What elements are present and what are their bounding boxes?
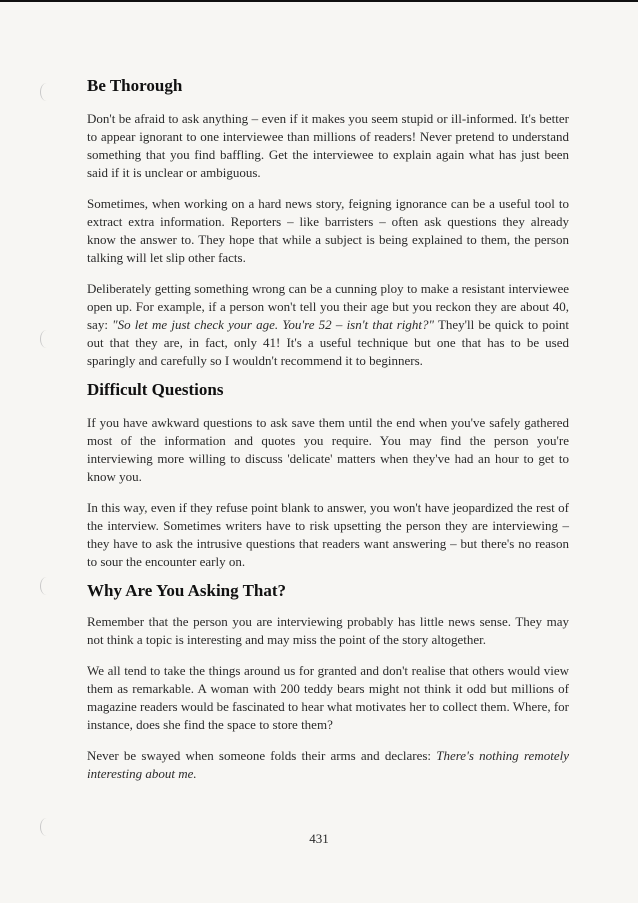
paragraph: Remember that the person you are interviewing probably has little news sense. They may not think a topic is interesting and may miss the point of the story altogether. — [87, 614, 569, 647]
paragraph-text: Deliberately getting something wrong can be a cunning ploy to make a resistant interviewee open up. For example, if a person won't tell you their age but you reckon they are about 40, say: — [87, 281, 569, 332]
punch-hole-mark — [40, 83, 53, 101]
section-heading-difficult-questions: Difficult Questions — [87, 380, 224, 399]
section-heading-why-asking: Why Are You Asking That? — [87, 581, 287, 600]
paragraph: Don't be afraid to ask anything – even if it makes you seem stupid or ill-informed. It's better to appear ignorant to one interviewee than millions of readers! Never pretend to understand something that you find baffling. Get the interviewee to explain again what has just been said if it is unclear or ambiguous. — [87, 111, 569, 180]
paragraph — [87, 747, 569, 783]
punch-hole-mark — [40, 577, 53, 595]
page-content — [87, 76, 569, 783]
paragraph: Sometimes, when working on a hard news story, feigning ignorance can be a useful tool to extract extra information. Reporters – like barristers – often ask questions they already know the answer to. They hope that while a subject is being explained to them, the person talking will let slip other facts. — [87, 196, 569, 265]
quoted-example: "So let me just check your age. You're 52 – isn't that right?" — [112, 317, 434, 332]
paragraph: We all tend to take the things around us for granted and don't realise that others would view them as remarkable. A woman with 200 teddy bears might not think it odd but millions of magazine readers would be fascinated to hear what motivates her to collect them. Where, for instance, does she find the space to store them? — [87, 663, 570, 732]
paragraph: In this way, even if they refuse point blank to answer, you won't have jeopardized the rest of the interview. Sometimes writers have to risk upsetting the person they are interviewing – they have to ask the intrusive questions that readers want answering – but there's no reason to sour the encounter early on. — [87, 500, 569, 569]
quoted-example: There's nothing remotely interesting about me. — [87, 748, 569, 781]
section-heading-be-thorough: Be Thorough — [87, 76, 183, 95]
page-number: 431 — [309, 831, 329, 846]
paragraph — [87, 280, 569, 370]
page-top-edge — [0, 0, 638, 2]
paragraph-text: They'll be quick to point out that they are, in fact, only 41! It's a useful technique but one that has to be used sparingly and carefully so I wouldn't recommend it to beginners. — [87, 317, 570, 368]
paragraph-text: Never be swayed when someone folds their arms and declares: — [87, 748, 437, 763]
paragraph: If you have awkward questions to ask save them until the end when you've safely gathered most of the information and quotes you require. You may find the person you're interviewing more willing to discuss 'delicate' matters when they've had an hour to get to know you. — [87, 415, 569, 484]
punch-hole-mark — [40, 330, 53, 348]
